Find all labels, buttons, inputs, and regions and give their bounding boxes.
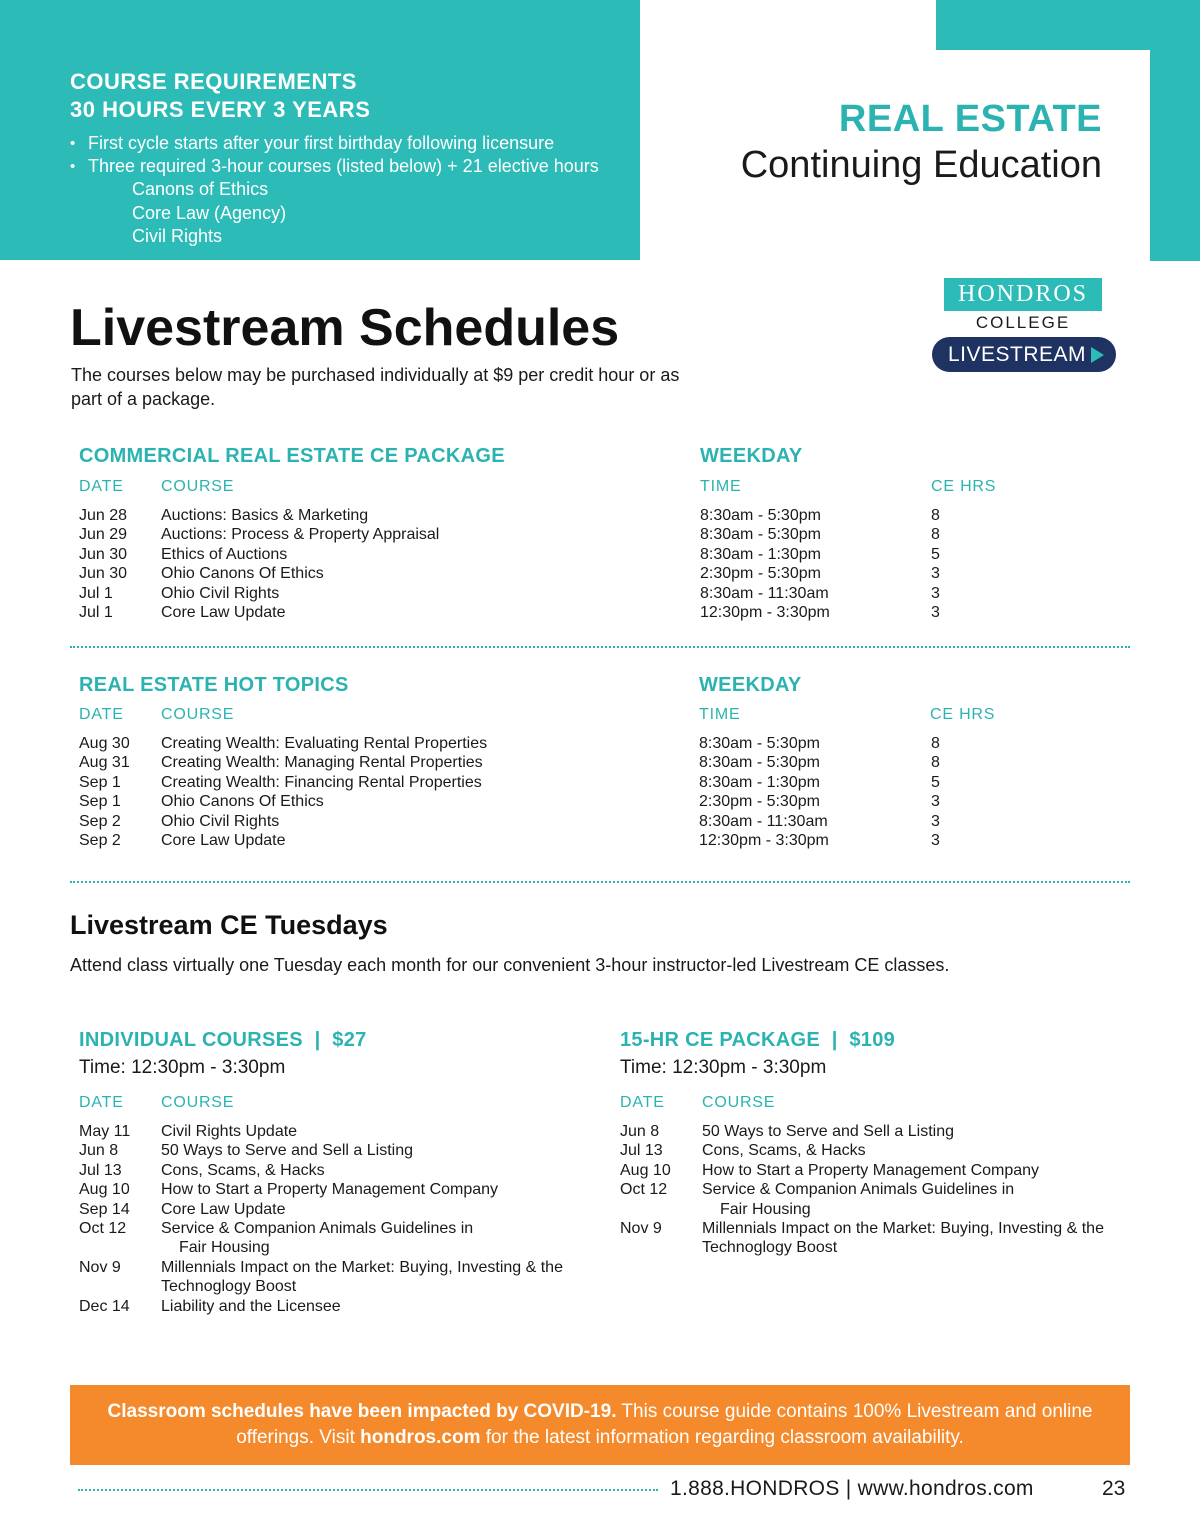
list-item: Jun 8 50 Ways to Serve and Sell a Listing xyxy=(620,1123,954,1140)
banner-text: This course guide contains 100% Livestream and online offerings. Visit xyxy=(236,1401,1093,1448)
column-date: DATE xyxy=(79,1094,124,1111)
section-divider xyxy=(70,881,1130,883)
tuesdays-title: Livestream CE Tuesdays xyxy=(70,910,388,940)
header-subtitle: Continuing Education xyxy=(740,144,1102,186)
banner-text: for the latest information regarding classroom availability. xyxy=(480,1426,964,1448)
table-row: Sep 2 Ohio Civil Rights 8:30am - 11:30am 3 xyxy=(79,812,940,830)
table-row: Aug 31 Creating Wealth: Managing Rental Properties 8:30am - 5:30pm 8 xyxy=(79,754,940,772)
individual-courses-title: INDIVIDUAL COURSES | $27 xyxy=(79,1029,367,1051)
requirement-bullet: • Three required 3-hour courses (listed below) + 21 elective hours xyxy=(70,155,640,178)
hot-topics-title: REAL ESTATE HOT TOPICS xyxy=(79,674,349,696)
hot-topics-schedule-label: WEEKDAY xyxy=(699,674,802,696)
package15-price: $109 xyxy=(849,1029,896,1051)
column-course: COURSE xyxy=(702,1094,776,1111)
column-time: TIME xyxy=(700,478,742,495)
footer-contact: 1.888.HONDROS | www.hondros.com xyxy=(670,1477,1034,1500)
list-item: Oct 12 Service & Companion Animals Guidelines in xyxy=(79,1220,474,1238)
commercial-package-title: COMMERCIAL REAL ESTATE CE PACKAGE xyxy=(79,445,505,467)
table-row: Jun 30 Ohio Canons Of Ethics 2:30pm - 5:30pm 3 xyxy=(79,565,940,583)
list-item: Dec 14 Liability and the Licensee xyxy=(79,1297,341,1315)
page-intro: The courses below may be purchased individually at $9 per credit hour or as part of a package. xyxy=(71,365,680,409)
list-item-continued: Technoglogy Boost xyxy=(702,1239,838,1257)
column-course: COURSE xyxy=(161,478,235,495)
list-item: Nov 9 Millennials Impact on the Market: Buying, Investing & the xyxy=(79,1258,563,1276)
list-item: Jun 8 50 Ways to Serve and Sell a Listing xyxy=(79,1142,413,1160)
commercial-schedule-label: WEEKDAY xyxy=(700,445,803,467)
individual-price: $27 xyxy=(332,1029,367,1051)
section-divider xyxy=(70,646,1130,648)
requirements-title: COURSE REQUIREMENTS xyxy=(70,69,357,94)
required-course: Canons of Ethics xyxy=(132,179,269,199)
list-item: Nov 9 Millennials Impact on the Market: Buying, Investing & the xyxy=(620,1220,1104,1238)
table-row: Jul 1 Ohio Civil Rights 8:30am - 11:30am 3 xyxy=(79,584,940,602)
table-row: Jun 29 Auctions: Process & Property Appraisal 8:30am - 5:30pm 8 xyxy=(79,526,940,544)
requirements-hours: 30 HOURS EVERY 3 YEARS xyxy=(70,97,371,122)
hot-topics-table xyxy=(79,734,940,850)
livestream-badge xyxy=(932,337,1116,372)
hondros-logo: HONDROS xyxy=(944,278,1102,311)
page-number: 23 xyxy=(1102,1477,1126,1500)
individual-time: Time: 12:30pm - 3:30pm xyxy=(79,1057,286,1078)
column-time: TIME xyxy=(699,706,741,723)
column-date: DATE xyxy=(79,478,124,495)
table-row: Aug 30 Creating Wealth: Evaluating Rental Properties 8:30am - 5:30pm 8 xyxy=(79,735,940,752)
table-row: Jun 28 Auctions: Basics & Marketing 8:30am - 5:30pm 8 xyxy=(79,507,940,524)
list-item-continued: Technoglogy Boost xyxy=(161,1278,297,1296)
package15-time: Time: 12:30pm - 3:30pm xyxy=(620,1057,827,1078)
table-row: Sep 2 Core Law Update 12:30pm - 3:30pm 3 xyxy=(79,831,940,849)
required-course: Core Law (Agency) xyxy=(132,202,287,223)
banner-bold-text: Classroom schedules have been impacted by COVID-19. xyxy=(107,1401,617,1422)
column-date: DATE xyxy=(620,1094,665,1111)
banner-link[interactable]: hondros.com xyxy=(360,1426,481,1448)
package15-course-list xyxy=(620,1122,1140,1258)
decorative-band xyxy=(936,0,1200,50)
table-row: Sep 1 Ohio Canons Of Ethics 2:30pm - 5:30pm 3 xyxy=(79,793,940,811)
list-item: Aug 10 How to Start a Property Management Company xyxy=(79,1181,499,1199)
column-course: COURSE xyxy=(161,706,235,723)
list-item: Jul 13 Cons, Scams, & Hacks xyxy=(620,1142,866,1160)
livestream-label: LIVESTREAM xyxy=(948,343,1087,366)
table-row: Jul 1 Core Law Update 12:30pm - 3:30pm 3 xyxy=(79,603,940,621)
column-date: DATE xyxy=(79,706,124,723)
table-row: Sep 1 Creating Wealth: Financing Rental Properties 8:30am - 1:30pm 5 xyxy=(79,773,940,791)
requirements-box xyxy=(0,0,640,260)
page-title: Livestream Schedules xyxy=(70,299,620,357)
package15-title: 15-HR CE PACKAGE | $109 xyxy=(620,1029,896,1051)
list-item: Sep 14 Core Law Update xyxy=(79,1200,286,1218)
header-title: REAL ESTATE xyxy=(838,98,1102,140)
tuesdays-intro: Attend class virtually one Tuesday each month for our convenient 3-hour instructor-led Livestream CE classes. xyxy=(70,955,950,975)
column-course: COURSE xyxy=(161,1094,235,1111)
individual-course-list xyxy=(79,1122,599,1316)
covid-banner xyxy=(70,1385,1130,1465)
list-item: Aug 10 How to Start a Property Management Company xyxy=(620,1161,1040,1179)
column-ce-hrs: CE HRS xyxy=(930,706,996,723)
required-course: Civil Rights xyxy=(132,226,223,246)
table-row: Jun 30 Ethics of Auctions 8:30am - 1:30pm 5 xyxy=(79,545,940,563)
requirements-list xyxy=(70,132,640,178)
list-item-continued: Fair Housing xyxy=(720,1200,811,1218)
column-ce-hrs: CE HRS xyxy=(931,478,997,495)
decorative-strip xyxy=(1150,50,1200,261)
list-item: Jul 13 Cons, Scams, & Hacks xyxy=(79,1161,325,1179)
commercial-table xyxy=(79,506,940,622)
requirement-bullet: • First cycle starts after your first birthday following licensure xyxy=(70,132,640,155)
list-item: May 11 Civil Rights Update xyxy=(79,1123,298,1140)
play-triangle-icon xyxy=(1091,347,1104,363)
footer-divider xyxy=(78,1489,658,1491)
list-item: Oct 12 Service & Companion Animals Guidelines in xyxy=(620,1181,1015,1199)
list-item-continued: Fair Housing xyxy=(179,1239,270,1257)
college-label: COLLEGE xyxy=(975,313,1071,332)
